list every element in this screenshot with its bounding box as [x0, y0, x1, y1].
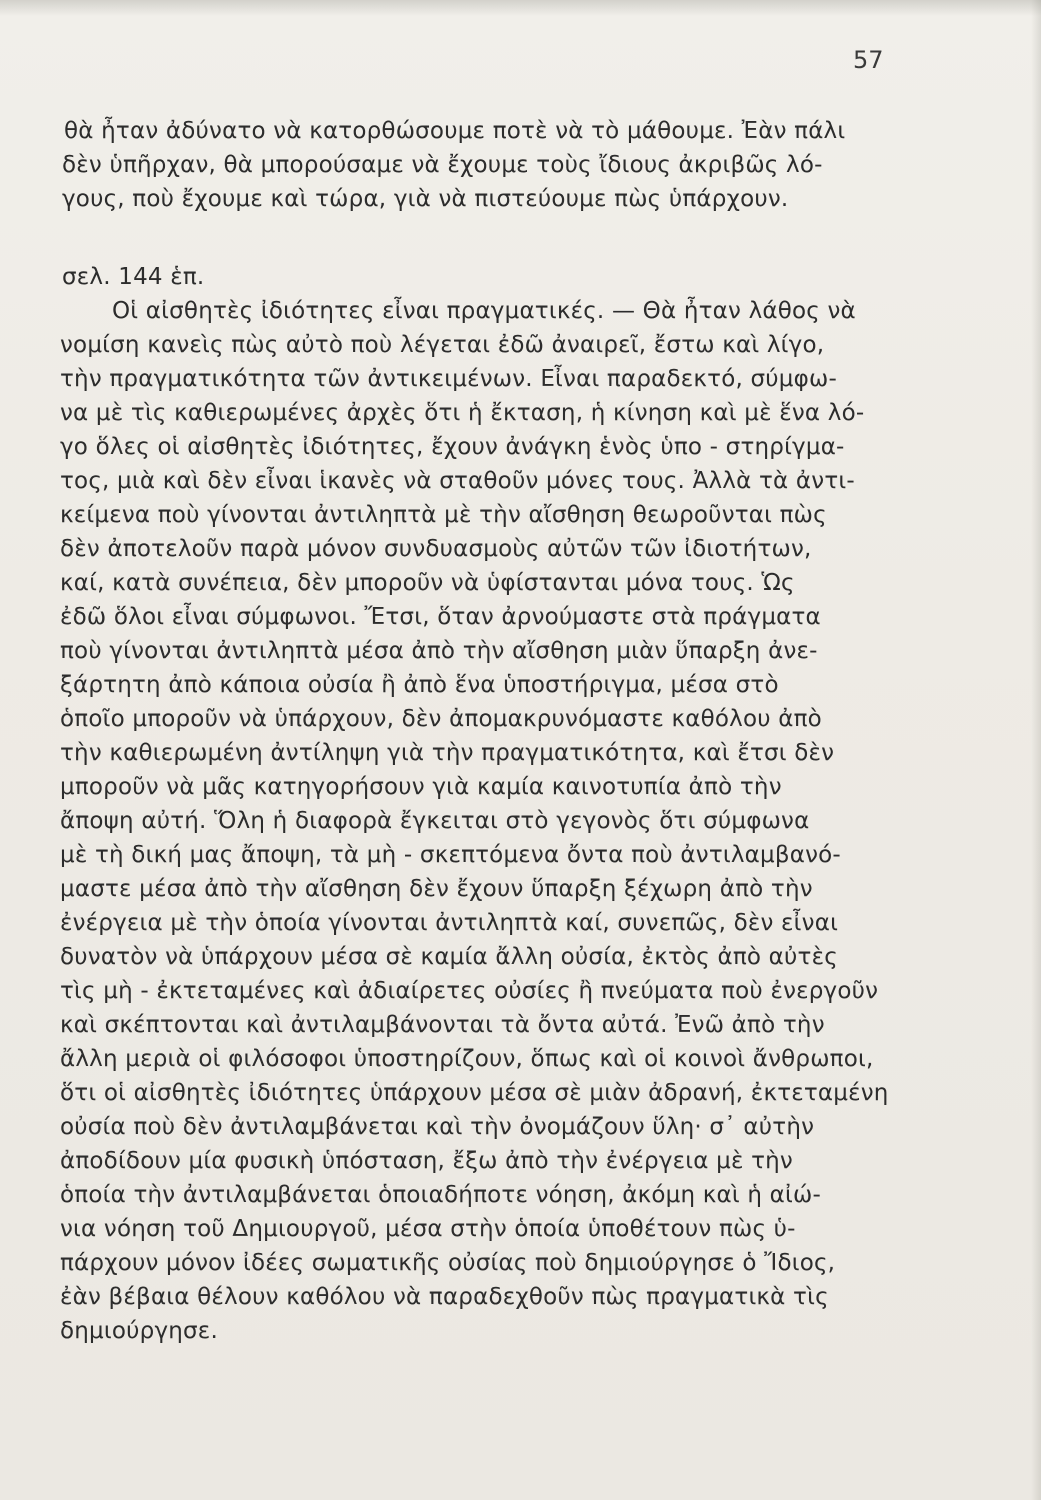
paragraph-line: δημιούργησε. — [60, 1318, 218, 1344]
paragraph-line: ὅτι οἱ αἰσθητὲς ἰδιότητες ὑπάρχουν μέσα σὲ μιὰν ἀδρανή, ἐκτεταμένη — [60, 1080, 889, 1106]
paragraph-line: οὐσία ποὺ δὲν ἀντιλαμβάνεται καὶ τὴν ὀνομάζουν ὕλη· σ᾽ αὐτὴν — [60, 1114, 815, 1140]
paragraph-line: να μὲ τὶς καθιερωμένες ἀρχὲς ὅτι ἡ ἔκταση, ἡ κίνηση καὶ μὲ ἕνα λό- — [60, 400, 865, 426]
paragraph-line: γο ὅλες οἱ αἰσθητὲς ἰδιότητες, ἔχουν ἀνάγκη ἑνὸς ὑπο - στηρίγμα- — [60, 434, 845, 460]
paragraph-line: μαστε μέσα ἀπὸ τὴν αἴσθηση δὲν ἔχουν ὕπαρξη ξέχωρη ἀπὸ τὴν — [60, 876, 813, 902]
paragraph-line: ξάρτητη ἀπὸ κάποια οὐσία ἢ ἀπὸ ἕνα ὑποστήριγμα, μέσα στὸ — [60, 672, 779, 698]
paragraph-line: ἀποδίδουν μία φυσικὴ ὑπόσταση, ἔξω ἀπὸ τὴν ἐνέργεια μὲ τὴν — [60, 1148, 793, 1174]
paragraph-line: νομίση κανεὶς πὼς αὐτὸ ποὺ λέγεται ἐδῶ ἀναιρεῖ, ἔστω καὶ λίγο, — [60, 332, 825, 358]
paragraph-line: μὲ τὴ δική μας ἄποψη, τὰ μὴ - σκεπτόμενα ὄντα ποὺ ἀντιλαμβανό- — [60, 842, 841, 868]
paragraph-line: δὲν ἀποτελοῦν παρὰ μόνον συνδυασμοὺς αὐτῶν τῶν ἰδιοτήτων, — [60, 536, 812, 562]
paragraph-line: ἄλλη μεριὰ οἱ φιλόσοφοι ὑποστηρίζουν, ὅπως καὶ οἱ κοινοὶ ἄνθρωποι, — [60, 1046, 874, 1072]
paragraph-line: θὰ ἦταν ἀδύνατο νὰ κατορθώσουμε ποτὲ νὰ τὸ μάθουμε. Ἐὰν πάλι — [64, 118, 846, 144]
paragraph-line: τος, μιὰ καὶ δὲν εἶναι ἱκανὲς νὰ σταθοῦν μόνες τους. Ἀλλὰ τὰ ἀντι- — [60, 468, 855, 494]
paragraph-line: νια νόηση τοῦ Δημιουργοῦ, μέσα στὴν ὁποία ὑποθέτουν πὼς ὑ- — [60, 1216, 796, 1242]
paragraph-line: ἐνέργεια μὲ τὴν ὁποία γίνονται ἀντιληπτὰ καί, συνεπῶς, δὲν εἶναι — [60, 910, 839, 936]
paragraph-line: ὁποία τὴν ἀντιλαμβάνεται ὁποιαδήποτε νόηση, ἀκόμη καὶ ἡ αἰώ- — [60, 1182, 821, 1208]
paragraph-line: δυνατὸν νὰ ὑπάρχουν μέσα σὲ καμία ἄλλη οὐσία, ἐκτὸς ἀπὸ αὐτὲς — [60, 944, 838, 970]
page-reference: σελ. 144 ἑπ. — [62, 264, 205, 290]
paragraph-line: γους, ποὺ ἔχουμε καὶ τώρα, γιὰ νὰ πιστεύουμε πὼς ὑπάρχουν. — [62, 186, 789, 212]
paragraph-line: Οἱ αἰσθητὲς ἰδιότητες εἶναι πραγματικές. — Θὰ ἦταν λάθος νὰ — [112, 298, 856, 324]
paragraph-line: μποροῦν νὰ μᾶς κατηγορήσουν γιὰ καμία καινοτυπία ἀπὸ τὴν — [60, 774, 782, 800]
paragraph-line: ἐδῶ ὅλοι εἶναι σύμφωνοι. Ἔτσι, ὅταν ἀρνούμαστε στὰ πράγματα — [60, 604, 821, 630]
paragraph-line: τὴν καθιερωμένη ἀντίληψη γιὰ τὴν πραγματικότητα, καὶ ἔτσι δὲν — [60, 740, 835, 766]
paragraph-line: πάρχουν μόνον ἰδέες σωματικῆς οὐσίας ποὺ δημιούργησε ὁ Ἴδιος, — [60, 1250, 836, 1276]
paragraph-line: δὲν ὑπῆρχαν, θὰ μπορούσαμε νὰ ἔχουμε τοὺς ἴδιους ἀκριβῶς λό- — [62, 152, 823, 178]
paragraph-line: τὴν πραγματικότητα τῶν ἀντικειμένων. Εἶναι παραδεκτό, σύμφω- — [60, 366, 837, 392]
paragraph-line: ποὺ γίνονται ἀντιληπτὰ μέσα ἀπὸ τὴν αἴσθηση μιὰν ὕπαρξη ἀνε- — [60, 638, 818, 664]
paragraph-line: καὶ σκέπτονται καὶ ἀντιλαμβάνονται τὰ ὄντα αὐτά. Ἐνῶ ἀπὸ τὴν — [60, 1012, 825, 1038]
paragraph-line: ὁποῖο μποροῦν νὰ ὑπάρχουν, δὲν ἀπομακρυνόμαστε καθόλου ἀπὸ — [60, 706, 822, 732]
page-edge-shadow — [1031, 0, 1041, 1500]
paragraph-line: κείμενα ποὺ γίνονται ἀντιληπτὰ μὲ τὴν αἴσθηση θεωροῦνται πὼς — [60, 502, 827, 528]
paragraph-line: τὶς μὴ - ἐκτεταμένες καὶ ἀδιαίρετες οὐσίες ἢ πνεύματα ποὺ ἐνεργοῦν — [60, 978, 879, 1004]
paragraph-line: ἐὰν βέβαια θέλουν καθόλου νὰ παραδεχθοῦν πὼς πραγματικὰ τὶς — [60, 1284, 829, 1310]
page-top-shadow — [0, 0, 1041, 16]
paragraph-line: ἄποψη αὐτή. Ὅλη ἡ διαφορὰ ἔγκειται στὸ γεγονὸς ὅτι σύμφωνα — [60, 808, 810, 834]
paragraph-line: καί, κατὰ συνέπεια, δὲν μποροῦν νὰ ὑφίστανται μόνα τους. Ὡς — [60, 570, 795, 596]
page-number: 57 — [853, 46, 884, 74]
